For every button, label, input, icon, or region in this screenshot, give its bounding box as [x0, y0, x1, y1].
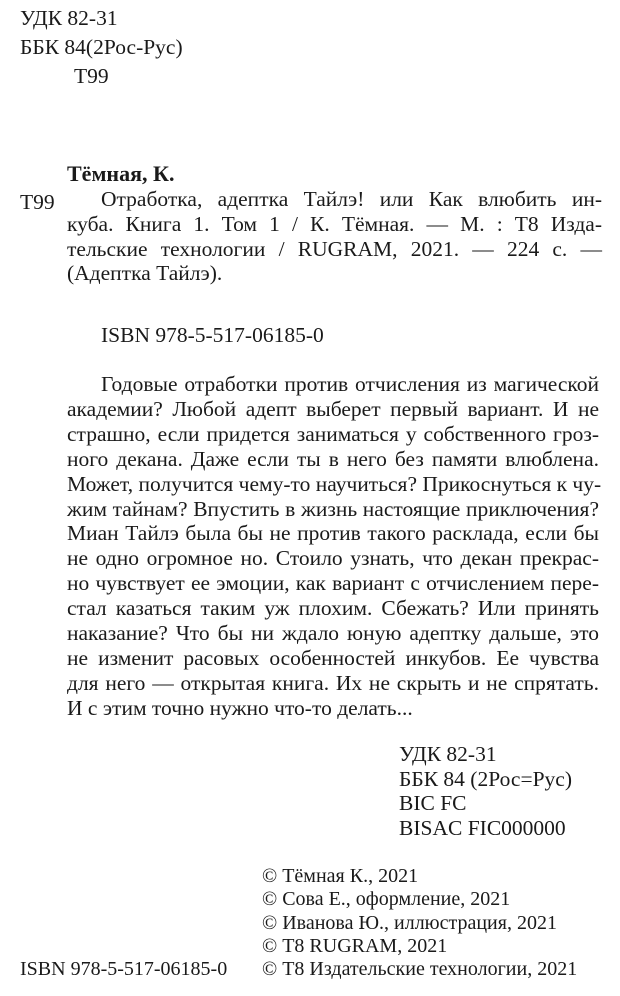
bib-line: Отработка, адептка Тайлэ! или Как влюбить ин- [101, 187, 602, 211]
bib-line: куба. Книга 1. Том 1 / К. Тёмная. — М. : Т8 Изда- [67, 211, 602, 236]
annotation-line: Может, получится чему-то научиться? Прикоснуться к чу- [67, 471, 602, 496]
annotation-line: не одно огромное но. Стоило узнать, что декан прекрас- [67, 546, 599, 571]
bib-line: тельские технологии / RUGRAM, 2021. — 224 с. — [67, 236, 602, 261]
annotation-line: но чувствует ее эмоции, как вариант с отчислением пере- [67, 571, 599, 596]
copyright-line: © Тёмная К., 2021 [262, 865, 419, 887]
bbk-code: ББК 84(2Рос-Рус) [20, 35, 183, 59]
copyright-line: © Т8 Издательские технологии, 2021 [262, 958, 578, 981]
annotation-line: для него — открытая книга. Их не скрыть и не спрятать. [67, 670, 599, 695]
annotation-line: наказание? Что бы ни ждало юную адептку дальше, это [67, 621, 599, 646]
annotation-line: академии? Любой адепт выберет первый вариант. И не [67, 396, 599, 421]
copyright-notices [262, 865, 577, 981]
bibliographic-description [67, 187, 602, 286]
annotation-line: жим тайнам? Впустить в жизнь настоящие приключения? [67, 496, 599, 521]
classification-codes [399, 742, 572, 840]
annotation-line: страшно, если придется заниматься у собственного гроз- [67, 421, 599, 446]
annotation [67, 372, 602, 721]
annotation-line: ного декана. Даже если ты в него без памяти влюблена. [67, 446, 599, 471]
annotation-line: не изменит расовых особенностей инкубов. Ее чувства [67, 645, 599, 670]
annotation-line: Годовые отработки против отчисления из магической [101, 372, 599, 396]
annotation-line: И с этим точно нужно что-то делать... [67, 695, 413, 720]
author-mark-code: Т99 [20, 190, 55, 214]
annotation-line: Миан Тайлэ была бы не против такого расклада, если бы [67, 521, 599, 546]
author-mark: Т99 [74, 64, 109, 88]
author-heading: Тёмная, К. [67, 161, 175, 186]
isbn-entry: ISBN 978-5-517-06185-0 [101, 323, 324, 347]
copyright-line: © Т8 RUGRAM, 2021 [262, 934, 448, 957]
copyright-line: © Сова Е., оформление, 2021 [262, 888, 511, 911]
udk-code: УДК 82-31 [20, 6, 118, 30]
copyright-line: © Иванова Ю., иллюстрация, 2021 [262, 911, 557, 934]
bib-line: (Адептка Тайлэ). [67, 261, 223, 286]
footer-isbn: ISBN 978-5-517-06185-0 [20, 958, 228, 980]
udk-code-bottom: УДК 82-31 [399, 742, 497, 766]
bisac-code: BISAC FIC000000 [399, 815, 566, 840]
annotation-line: стал казаться таким уж плохим. Сбежать? Или принять [67, 596, 599, 621]
bic-code: BIC FC [399, 791, 467, 816]
bbk-code-bottom: ББК 84 (2Рос=Рус) [399, 766, 572, 791]
